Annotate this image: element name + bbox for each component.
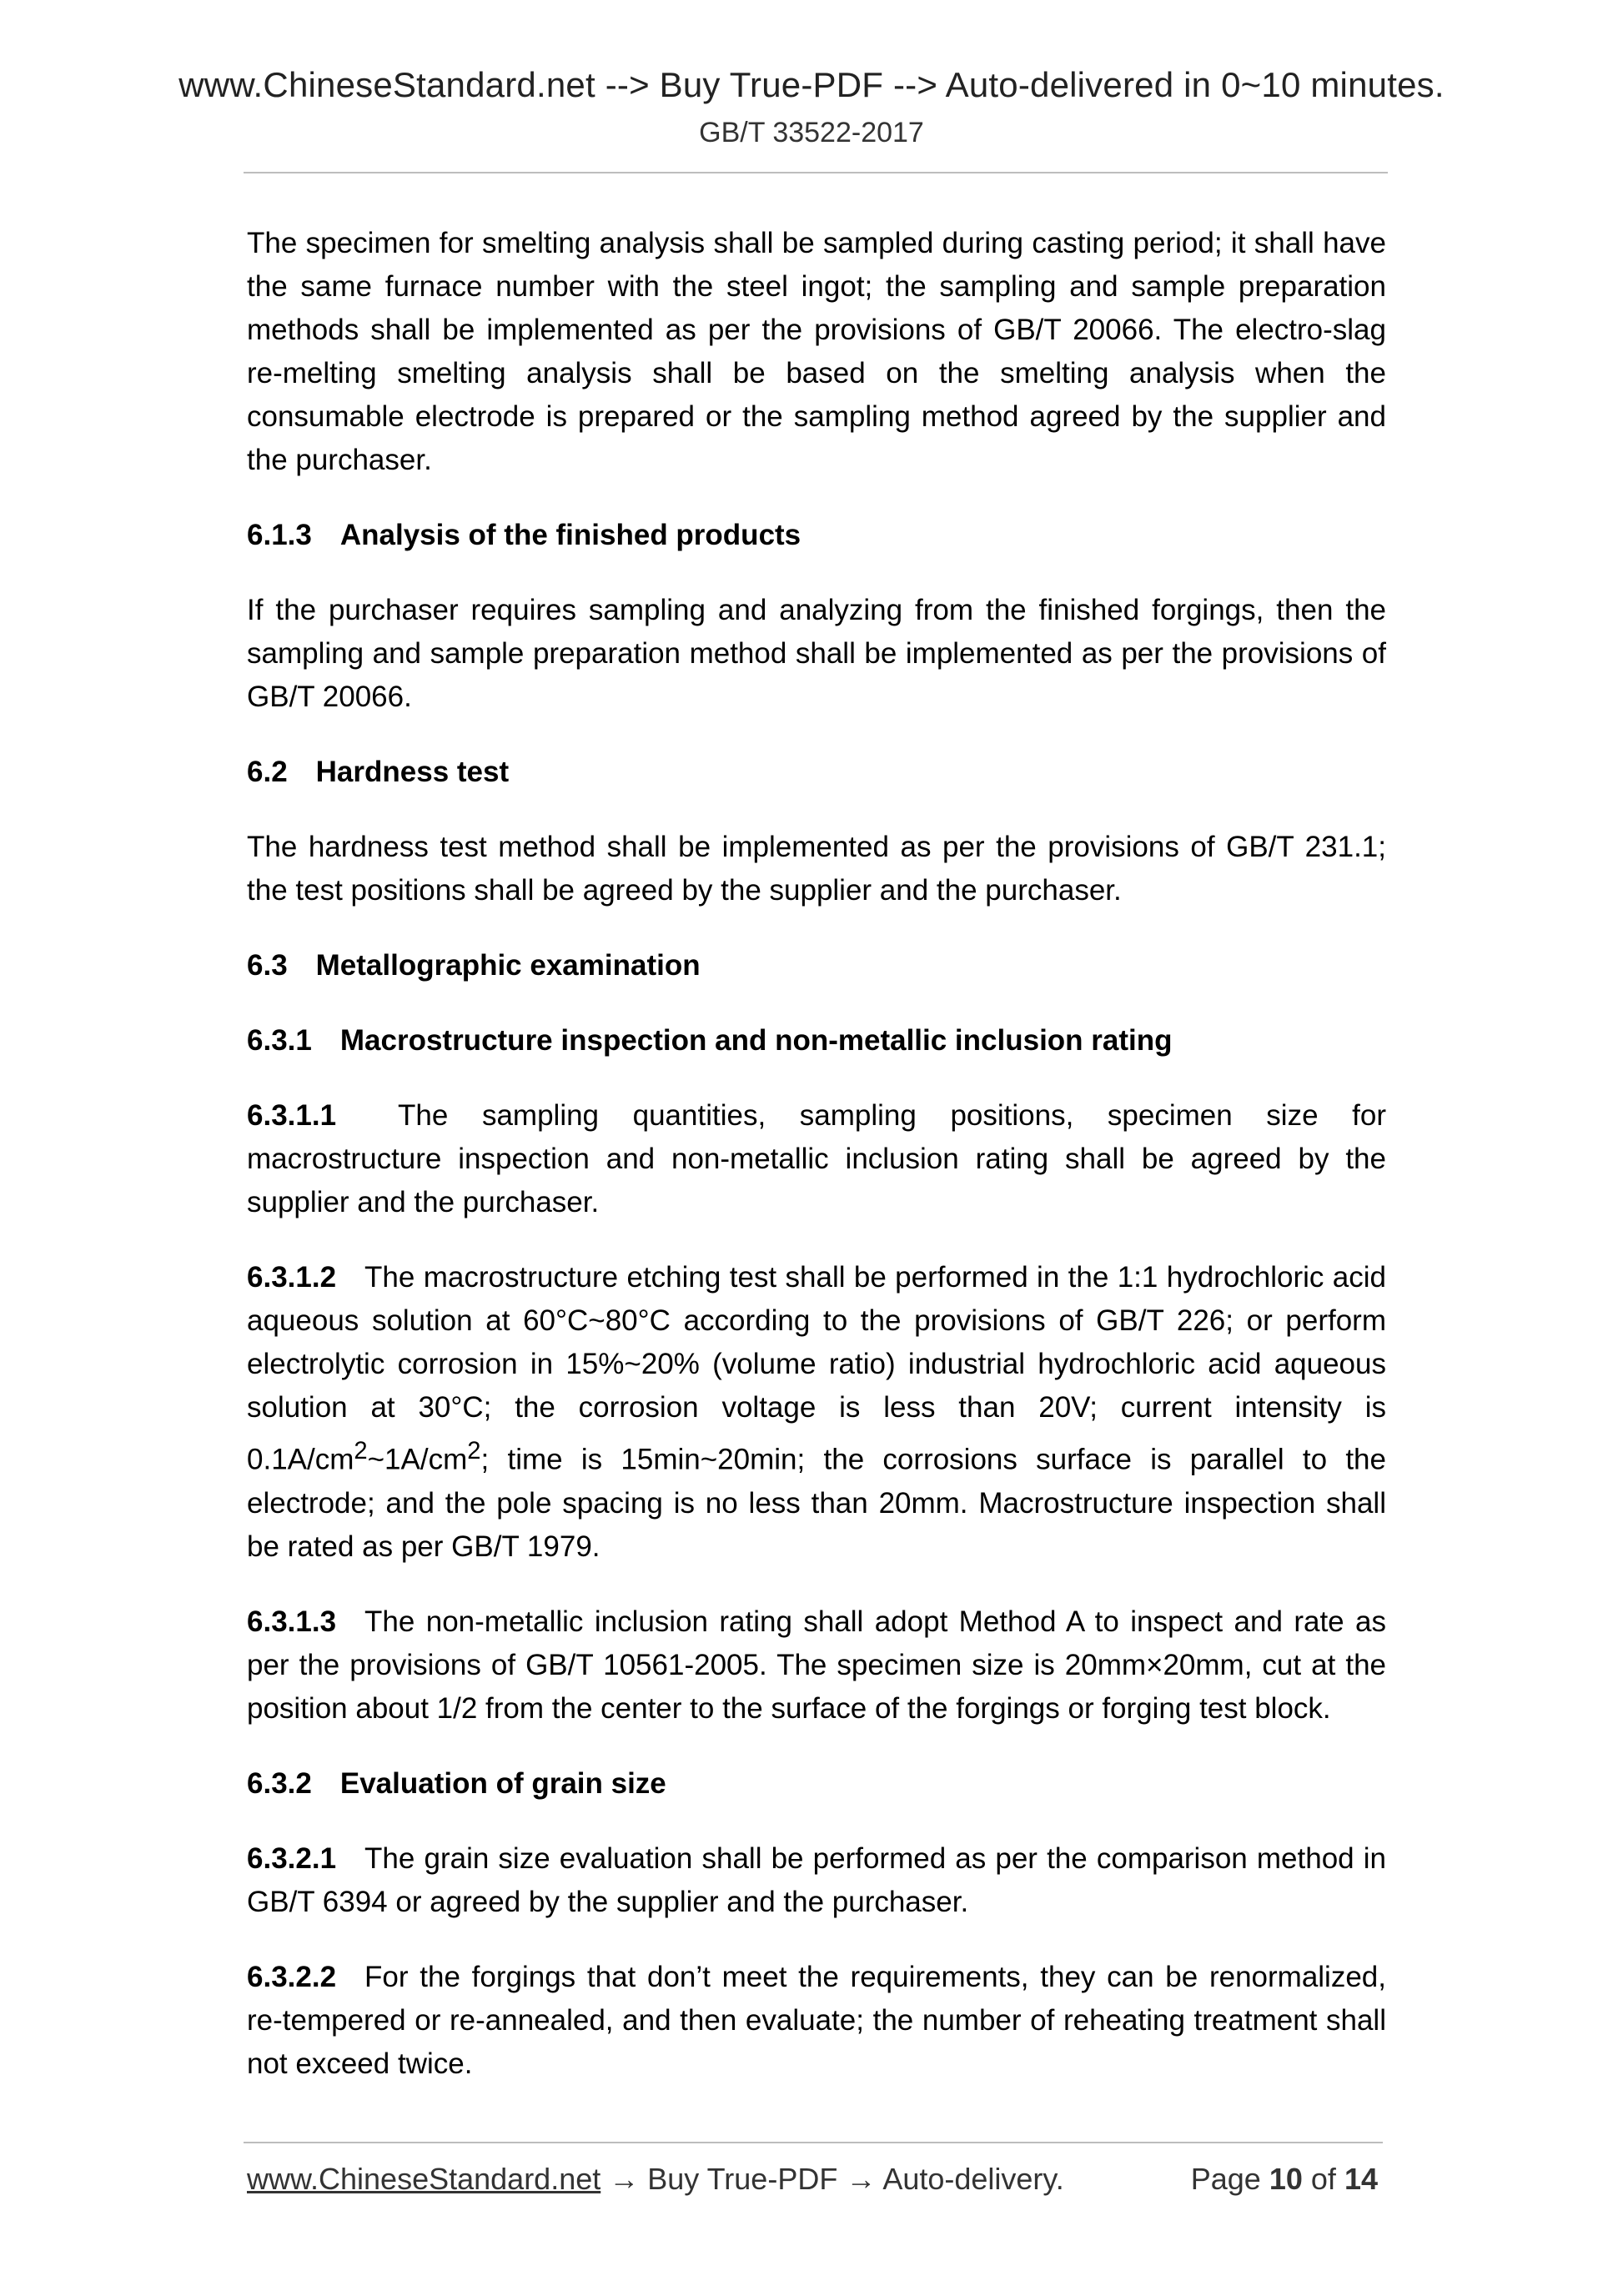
heading-6-3	[247, 944, 1386, 987]
page-of: of	[1310, 2162, 1336, 2196]
clause-text-part-b: ~1A/cm	[367, 1443, 468, 1476]
footer-divider	[244, 2142, 1383, 2143]
heading-6-3-2	[247, 1762, 1386, 1806]
heading-number: 6.3.1	[247, 1024, 312, 1057]
heading-title: Analysis of the finished products	[339, 519, 801, 551]
heading-6-3-1	[247, 1019, 1386, 1063]
clause-number: 6.3.1.3	[247, 1605, 337, 1638]
clause-number: 6.3.2.2	[247, 1960, 337, 1993]
page-indicator	[1191, 2162, 1378, 2197]
heading-title: Hardness test	[315, 756, 510, 788]
clause-text-part-a: The macrostructure etching test shall be performed in the 1:1 hydrochloric acid aqueous solution at 60°C~80°C according to the provisions of GB/T 226; or perform electrolytic corrosion in 15%~20% (volume ratio) industrial hydrochloric acid aqueous solution at 30°C; the corrosion voltage is less than 20V; current intensity is 0.1A/cm	[247, 1261, 1386, 1476]
heading-title: Evaluation of grain size	[339, 1766, 666, 1800]
header-promo-line: www.ChineseStandard.net --> Buy True-PDF --> Auto-delivered in 0~10 minutes.	[178, 65, 1445, 104]
clause-text: The sampling quantities, sampling positions, specimen size for macrostructure inspection and non-metallic inclusion rating shall be agreed by the supplier and the purchaser.	[247, 1099, 1386, 1218]
page-current: 10	[1269, 2162, 1303, 2196]
clause-text: The grain size evaluation shall be performed as per the comparison method in GB/T 6394 or agreed by the supplier and the purchaser.	[247, 1841, 1386, 1918]
heading-6-2	[247, 751, 1386, 794]
footer	[247, 2162, 1383, 2197]
paragraph-6-2: The hardness test method shall be implemented as per the provisions of GB/T 231.1; the test positions shall be agreed by the supplier and the purchaser.	[247, 831, 1386, 907]
heading-title: Macrostructure inspection and non-metallic inclusion rating	[339, 1024, 1173, 1057]
heading-number: 6.3.2	[247, 1766, 312, 1800]
footer-site-link[interactable]: www.ChineseStandard.net	[247, 2162, 601, 2196]
paragraph-6-3-1-3	[247, 1600, 1386, 1731]
clause-number: 6.3.1.1	[247, 1099, 337, 1132]
paragraph-6-1-3: If the purchaser requires sampling and analyzing from the finished forgings, then the sampling and sample preparation method shall be implemented as per the provisions of GB/T 20066.	[247, 594, 1386, 713]
paragraph-6-3-2-2	[247, 1956, 1386, 2086]
paragraph-6-3-1-1	[247, 1094, 1386, 1224]
heading-number: 6.2	[247, 756, 288, 788]
paragraph-6-3-1-2	[247, 1256, 1386, 1569]
heading-title: Metallographic examination	[315, 949, 701, 982]
header-divider	[244, 172, 1388, 173]
clause-text-part-c: ; time is 15min~20min; the corrosions surface is parallel to the electrode; and the pole spacing is no less than 20mm. Macrostructure inspection shall be rated as per GB/T 1979.	[247, 1443, 1386, 1563]
clause-number: 6.3.1.2	[247, 1261, 337, 1294]
superscript: 2	[467, 1438, 481, 1465]
paragraph-6-3-2-1	[247, 1837, 1386, 1924]
footer-tagline: → Buy True-PDF → Auto-delivery.	[600, 2162, 1064, 2196]
page-total: 14	[1344, 2162, 1378, 2196]
superscript: 2	[354, 1438, 368, 1465]
document-body	[247, 222, 1386, 2118]
clause-text: For the forgings that don’t meet the requirements, they can be renormalized, re-tempered or re-annealed, and then evaluate; the number of reheating treatment shall not exceed twice.	[247, 1960, 1386, 2080]
intro-paragraph: The specimen for smelting analysis shall be sampled during casting period; it shall have the same furnace number with the steel ingot; the sampling and sample preparation methods shall be implemented as per the provisions of GB/T 20066. The electro-slag re-melting smelting analysis shall be based on the smelting analysis when the consumable electrode is prepared or the sampling method agreed by the supplier and the purchaser.	[247, 227, 1386, 476]
header-standard-code: GB/T 33522-2017	[699, 117, 924, 148]
clause-text: The non-metallic inclusion rating shall adopt Method A to inspect and rate as per the provisions of GB/T 10561-2005. The specimen size is 20mm×20mm, cut at the position about 1/2 from the center to the surface of the forgings or forging test block.	[247, 1605, 1386, 1725]
clause-number: 6.3.2.1	[247, 1841, 337, 1875]
heading-6-1-3	[247, 514, 1386, 557]
heading-number: 6.1.3	[247, 519, 312, 551]
heading-number: 6.3	[247, 949, 288, 982]
page-label: Page	[1190, 2162, 1261, 2196]
